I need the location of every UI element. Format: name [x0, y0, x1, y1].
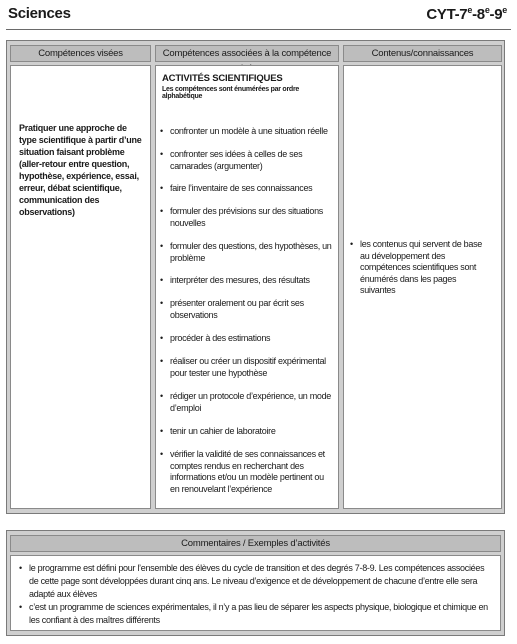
- comments-cell: [10, 555, 501, 631]
- list-item: • vérifier la validité de ses connaissances et comptes rendus en recherchant des informations et/ou un modèle pertinent ou en renouvelant l’expérience: [160, 449, 325, 494]
- list-item: • confronter un modèle à une situation réelle: [160, 126, 328, 136]
- column-header-competences-associees: Compétences associées à la compétence: [155, 45, 339, 62]
- comments-section: [6, 530, 505, 636]
- competences-table: [6, 40, 505, 514]
- list-item: • confronter ses idées à celles de ses camarades (argumenter): [160, 149, 303, 171]
- list-item: • interpréter des mesures, des résultats: [160, 275, 310, 285]
- contenus-item: • les contenus qui servent de base au développement des compétences scientifiques sont énumérés dans les pages suivantes: [350, 239, 482, 295]
- comment-item: • le programme est défini pour l’ensemble des élèves du cycle de transition et des degrés 7-8-9. Les compétences associées de cette page sont développées durant cinq ans. Le niveau d’exigence et de développement de chacune d’entre elle sera adapté aux élèves: [19, 563, 485, 599]
- cycle-code: CYT-7e-8e-9e: [426, 5, 507, 23]
- list-item: • rédiger un protocole d’expérience, un mode d’emploi: [160, 391, 332, 413]
- competence-visee-cell: [10, 65, 151, 509]
- activities-cell: [155, 65, 339, 509]
- activities-title: ACTIVITÉS SCIENTIFIQUES: [162, 73, 283, 84]
- column-header-contenus: Contenus/connaissances: [343, 45, 502, 62]
- list-item: • tenir un cahier de laboratoire: [160, 426, 276, 436]
- header-divider: [6, 29, 511, 30]
- competence-visee-text: Pratiquer une approche de type scientifique à partir d’une situation faisant problème (aller-retour entre question, hypothèse, expérience, essai, erreur, débat scientifique, communication des observations): [19, 123, 142, 217]
- list-item: • formuler des questions, des hypothèses, un problème: [160, 241, 332, 263]
- page-title: Sciences: [8, 5, 71, 22]
- list-item: • réaliser ou créer un dispositif expérimental pour tester une hypothèse: [160, 356, 326, 378]
- contenus-cell: [343, 65, 502, 509]
- comment-item: • c’est un programme de sciences expérimentales, il n’y a pas lieu de séparer les aspects physique, biologique et chimique en les confiant à des maîtres différents: [19, 602, 488, 625]
- list-item: • procéder à des estimations: [160, 333, 271, 343]
- list-item: • faire l’inventaire de ses connaissances: [160, 183, 313, 193]
- activities-subtitle: Les compétences sont énumérées par ordre alphabétique: [162, 86, 300, 100]
- list-item: • formuler des prévisions sur des situations nouvelles: [160, 206, 323, 228]
- list-item: • présenter oralement ou par écrit ses observations: [160, 298, 304, 320]
- comments-title: Commentaires / Exemples d’activités: [10, 535, 501, 552]
- column-header-competences-visees: Compétences visées: [10, 45, 151, 62]
